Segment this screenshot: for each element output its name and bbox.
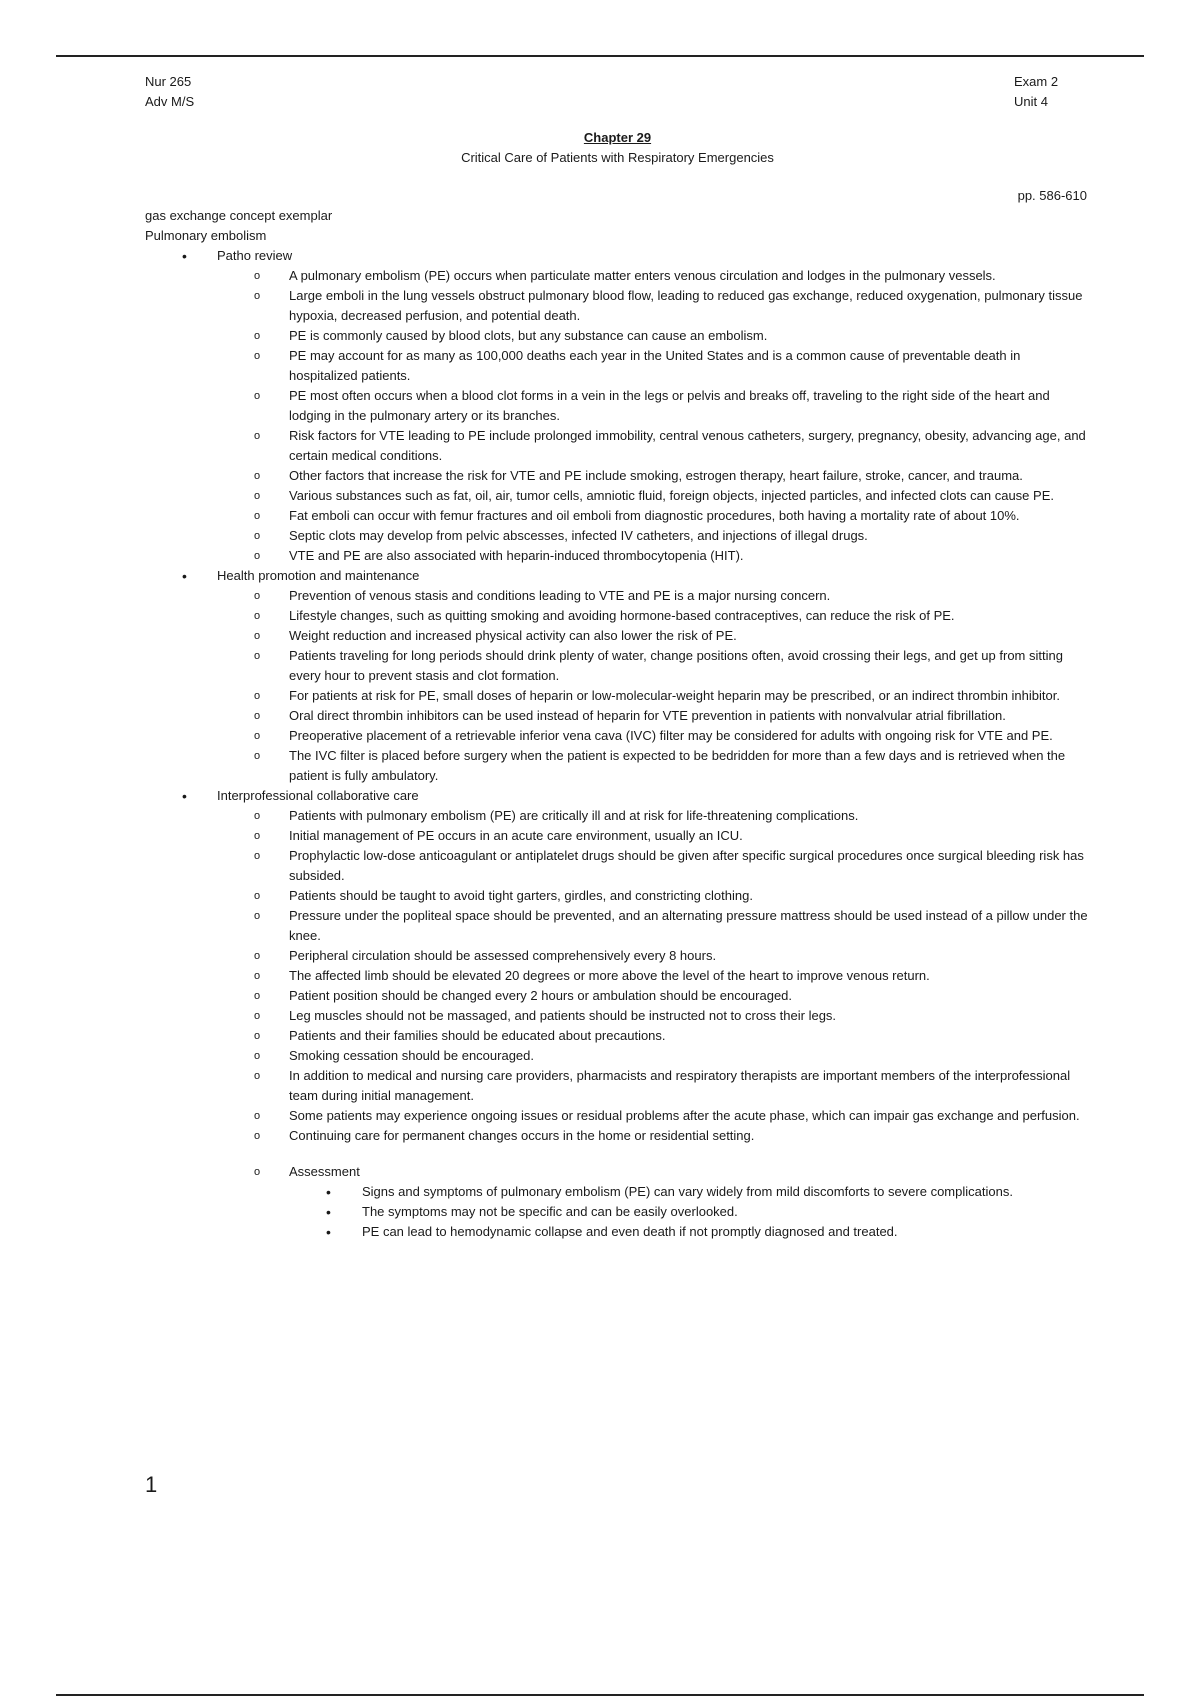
chapter-title: Chapter 29 [583,130,652,145]
top-rule [56,55,1144,57]
list-item: o Patients with pulmonary embolism (PE) are critically ill and at risk for life-threatening complications. [145,806,1090,826]
assessment-item: • PE can lead to hemodynamic collapse and even death if not promptly diagnosed and treated. [145,1222,1090,1242]
list-item: o Large emboli in the lung vessels obstruct pulmonary blood flow, leading to reduced gas exchange, reduced oxygenation, pulmonary tissue hypoxia, decreased perfusion, and potential death. [145,286,1090,326]
course-name: Adv M/S [145,94,195,109]
course-code: Nur 265 [145,74,192,89]
header-left [145,72,194,112]
list-item: o Lifestyle changes, such as quitting smoking and avoiding hormone-based contraceptives, can reduce the risk of PE. [145,606,1090,626]
list-item: o The IVC filter is placed before surgery when the patient is expected to be bedridden for more than a few days and is retrieved when the patient is fully ambulatory. [145,746,1090,786]
list-item: o Initial management of PE occurs in an acute care environment, usually an ICU. [145,826,1090,846]
list-item: o Continuing care for permanent changes occurs in the home or residential setting. [145,1126,1090,1146]
section-heading: • Interprofessional collaborative care [145,786,1090,806]
page-number: 1 [145,1472,158,1497]
list-item: o Leg muscles should not be massaged, and patients should be instructed not to cross their legs. [145,1006,1090,1026]
document-header [145,72,1090,112]
outline-list [145,246,1090,1242]
list-item: o Septic clots may develop from pelvic abscesses, infected IV catheters, and injections of illegal drugs. [145,526,1090,546]
list-item: o Prevention of venous stasis and conditions leading to VTE and PE is a major nursing concern. [145,586,1090,606]
section-heading: • Patho review [145,246,1090,266]
section-heading: • Health promotion and maintenance [145,566,1090,586]
list-item: o For patients at risk for PE, small doses of heparin or low-molecular-weight heparin may be prescribed, or an indirect thrombin inhibitor. [145,686,1090,706]
list-item: o Smoking cessation should be encouraged. [145,1046,1090,1066]
list-item: o A pulmonary embolism (PE) occurs when particulate matter enters venous circulation and lodges in the pulmonary vessels. [145,266,1090,286]
assessment-heading: o Assessment [145,1162,1090,1182]
exam-label: Exam 2 [1014,74,1059,89]
list-item: o Weight reduction and increased physical activity can also lower the risk of PE. [145,626,1090,646]
assessment-item: • Signs and symptoms of pulmonary embolism (PE) can vary widely from mild discomforts to severe complications. [145,1182,1090,1202]
list-item: o PE most often occurs when a blood clot forms in a vein in the legs or pelvis and breaks off, traveling to the right side of the heart and lodging in the pulmonary artery or its branches. [145,386,1090,426]
list-item: o Patients should be taught to avoid tight garters, girdles, and constricting clothing. [145,886,1090,906]
list-item: o PE may account for as many as 100,000 deaths each year in the United States and is a common cause of preventable death in hospitalized patients. [145,346,1090,386]
list-item: o VTE and PE are also associated with heparin-induced thrombocytopenia (HIT). [145,546,1090,566]
concept-exemplar: gas exchange concept exemplar [145,208,333,223]
list-item: o Risk factors for VTE leading to PE include prolonged immobility, central venous catheters, surgery, pregnancy, obesity, advancing age, and certain medical conditions. [145,426,1090,466]
list-item: o Other factors that increase the risk for VTE and PE include smoking, estrogen therapy, heart failure, stroke, cancer, and trauma. [145,466,1090,486]
page-range: pp. 586-610 [1017,188,1087,203]
list-item: o Prophylactic low-dose anticoagulant or antiplatelet drugs should be given after specific surgical procedures once surgical bleeding risk has subsided. [145,846,1090,886]
list-item: o Patients and their families should be educated about precautions. [145,1026,1090,1046]
list-item: o Oral direct thrombin inhibitors can be used instead of heparin for VTE prevention in patients with nonvalvular atrial fibrillation. [145,706,1090,726]
list-item: o PE is commonly caused by blood clots, but any substance can cause an embolism. [145,326,1090,346]
list-item: o Pressure under the popliteal space should be prevented, and an alternating pressure mattress should be used instead of a pillow under the knee. [145,906,1090,946]
bottom-rule [56,1694,1144,1696]
header-right [1014,72,1090,112]
assessment-item: • The symptoms may not be specific and can be easily overlooked. [145,1202,1090,1222]
list-item: o Peripheral circulation should be assessed comprehensively every 8 hours. [145,946,1090,966]
list-item: o Some patients may experience ongoing issues or residual problems after the acute phase, which can impair gas exchange and perfusion. [145,1106,1090,1126]
chapter-subtitle: Critical Care of Patients with Respiratory Emergencies [461,150,774,165]
topic-heading: Pulmonary embolism [145,228,267,243]
list-item: o Patients traveling for long periods should drink plenty of water, change positions often, avoid crossing their legs, and get up from sitting every hour to prevent stasis and clot formation. [145,646,1090,686]
list-item: o In addition to medical and nursing care providers, pharmacists and respiratory therapists are important members of the interprofessional team during initial management. [145,1066,1090,1106]
unit-label: Unit 4 [1014,94,1048,109]
list-item: o Fat emboli can occur with femur fractures and oil emboli from diagnostic procedures, both having a mortality rate of about 10%. [145,506,1090,526]
list-item: o Various substances such as fat, oil, air, tumor cells, amniotic fluid, foreign objects, injected particles, and infected clots can cause PE. [145,486,1090,506]
list-item: o Preoperative placement of a retrievable inferior vena cava (IVC) filter may be considered for adults with ongoing risk for VTE and PE. [145,726,1090,746]
list-item: o The affected limb should be elevated 20 degrees or more above the level of the heart to improve venous return. [145,966,1090,986]
title-block [145,128,1090,168]
list-item: o Patient position should be changed every 2 hours or ambulation should be encouraged. [145,986,1090,1006]
document-page [145,72,1090,1242]
